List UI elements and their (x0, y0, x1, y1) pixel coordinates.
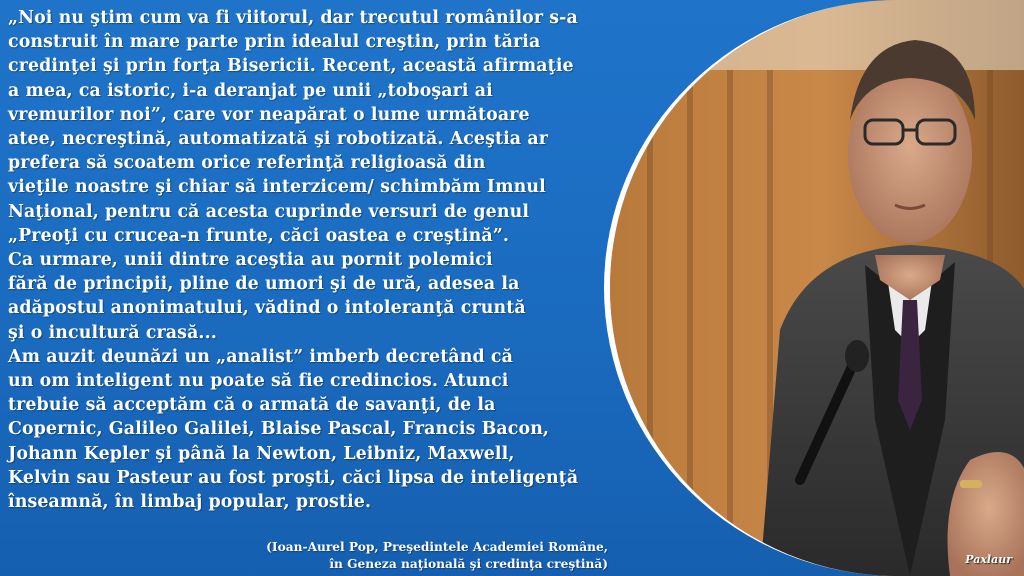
signature-watermark: Paxlaur (965, 553, 1012, 566)
speaker-photo (604, 0, 1024, 576)
quote-text: „Noi nu ştim cum va fi viitorul, dar trecutul românilor s-a construit în mare parte prin idealul creştin, prin tăria credinţei şi prin forţa Bisericii. Recent, această afirmaţie a mea, ca istoric, i-a deranjat pe unii „toboşari ai vremurilor noi”, care vor neapărat o lume următoare atee, necreştină, automatizată şi robotizată. Aceştia ar prefera să scoatem orice referinţă religioasă din vieţile noastre şi chiar să interzicem/ schimbăm Imnul Naţional, pentru că acesta cuprinde versuri de genul „Preoţi cu crucea-n frunte, căci oastea e creştină”. Ca urmare, unii dintre aceştia au pornit polemici fără de principii, pline de umori şi de ură, adesea la adăpostul anonimatului, vădind o intoleranţă cruntă şi o incultură crasă... Am auzit deunăzi un „analist” imberb decretând că un om inteligent nu poate să fie credincios. Atunci trebuie să acceptăm că o armată de savanţi, de la Copernic, Galileo Galilei, Blaise Pascal, Francis Bacon, Johann Kepler şi până la Newton, Leibniz, Maxwell, Kelvin sau Pasteur au fost proşti, căci lipsa de inteligenţă înseamnă, în limbaj popular, prostie. (8, 8, 579, 513)
quote-attribution: (Ioan-Aurel Pop, Preşedintele Academiei Române, în Geneza naţională şi credinţa creştină) (266, 540, 608, 571)
speaker-photo-illustration (610, 0, 1024, 576)
